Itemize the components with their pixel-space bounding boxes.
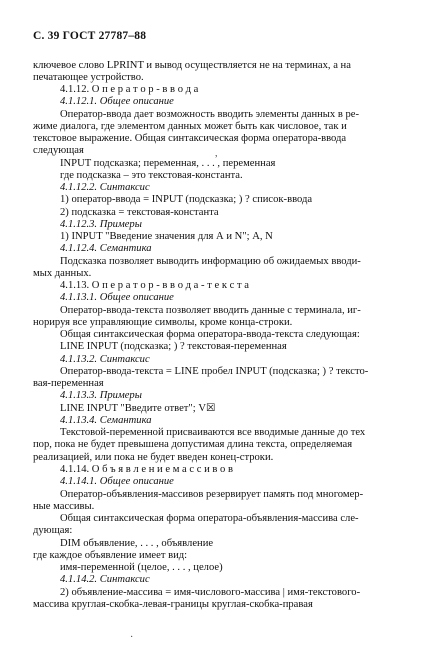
code-line: 1) оператор-ввода = INPUT (подсказка; ) ? список-ввода — [60, 194, 313, 205]
text-line: дующая: — [33, 525, 73, 536]
text-line: Общая синтаксическая форма оператора-ввода-текста следующая: — [60, 329, 360, 340]
text-line: пор, пока не будет превышена допустимая длина текста, определяемая — [33, 439, 353, 450]
text-line: ные массивы. — [33, 501, 95, 512]
text-line: где каждое объявление имеет вид: — [33, 550, 188, 561]
text-line: печатающее устройство. — [33, 72, 144, 83]
text-line: реализацией, или пока не будет введен конец-строки. — [33, 452, 274, 463]
subsection-heading: 4.1.13.4. Семантика — [60, 415, 152, 426]
text-line: вая-переменная — [33, 378, 104, 389]
text-line: текстовое выражение. Общая синтаксическая форма оператора-ввода — [33, 133, 347, 144]
subsection-heading: 4.1.12.2. Синтаксис — [60, 182, 150, 193]
text-line: следующая — [33, 145, 84, 156]
code-line: LINE INPUT (подсказка; ) ? текстовая-переменная — [60, 341, 287, 352]
code-line: INPUT подсказка; переменная, . . . , переменная — [60, 158, 276, 169]
text-line: Общая синтаксическая форма оператора-объявления-массива сле- — [60, 513, 359, 524]
scan-speck: , — [215, 148, 218, 159]
subsection-heading: 4.1.14.2. Синтаксис — [60, 574, 150, 585]
text-line: Текстовой-переменной присваиваются все вводимые данные до тех — [60, 427, 366, 438]
text-line: норируя все управляющие символы, кроме конца-строки. — [33, 317, 293, 328]
subsection-heading: 4.1.12.4. Семантика — [60, 243, 152, 254]
text-line: Оператор-ввода-текста позволяет вводить данные с терминала, иг- — [60, 305, 361, 316]
text-line: Оператор-ввода-текста = LINE пробел INPUT (подсказка; ) ? тексто- — [60, 366, 369, 377]
subsection-heading: 4.1.13.3. Примеры — [60, 390, 142, 401]
scan-speck: · — [130, 632, 134, 643]
text-line: Оператор-объявления-массивов резервирует память под многомер- — [60, 489, 364, 500]
code-line: 2) объявление-массива = имя-числового-массива | имя-текстового- — [60, 587, 361, 598]
text-line: Оператор-ввода дает возможность вводить элементы данных в ре- — [60, 109, 360, 120]
code-line: имя-переменной (целое, . . . , целое) — [60, 562, 223, 573]
code-line: 2) подсказка = текстовая-константа — [60, 207, 219, 218]
code-line: LINE INPUT "Введите ответ"; V☒ — [60, 403, 216, 414]
page-header: С. 39 ГОСТ 27787–88 — [33, 30, 147, 42]
subsection-heading: 4.1.13.1. Общее описание — [60, 292, 174, 303]
text-line: мых данных. — [33, 268, 92, 279]
text-line: ключевое слово LPRINT и вывод осуществляется не на терминах, а на — [33, 60, 351, 71]
section-heading: 4.1.14. О б ъ я в л е н и е м а с с и в о в — [60, 464, 234, 475]
code-line: массива круглая-скобка-левая-границы круглая-скобка-правая — [33, 599, 313, 610]
text-line: Подсказка позволяет выводить информацию об ожидаемых вводи- — [60, 256, 361, 267]
subsection-heading: 4.1.13.2. Синтаксис — [60, 354, 150, 365]
subsection-heading: 4.1.12.1. Общее описание — [60, 96, 174, 107]
code-line: 1) INPUT "Введение значения для А и N"; А, N — [60, 231, 273, 242]
code-line: DIM объявление, . . . , объявление — [60, 538, 214, 549]
section-heading: 4.1.12. О п е р а т о р - в в о д а — [60, 84, 199, 95]
section-heading: 4.1.13. О п е р а т о р - в в о д а - т е к с т а — [60, 280, 249, 291]
text-line: жиме диалога, где элементом данных может быть как числовое, так и — [33, 121, 347, 132]
text-line: где подсказка – это текстовая-константа. — [60, 170, 243, 181]
subsection-heading: 4.1.12.3. Примеры — [60, 219, 142, 230]
subsection-heading: 4.1.14.1. Общее описание — [60, 476, 174, 487]
